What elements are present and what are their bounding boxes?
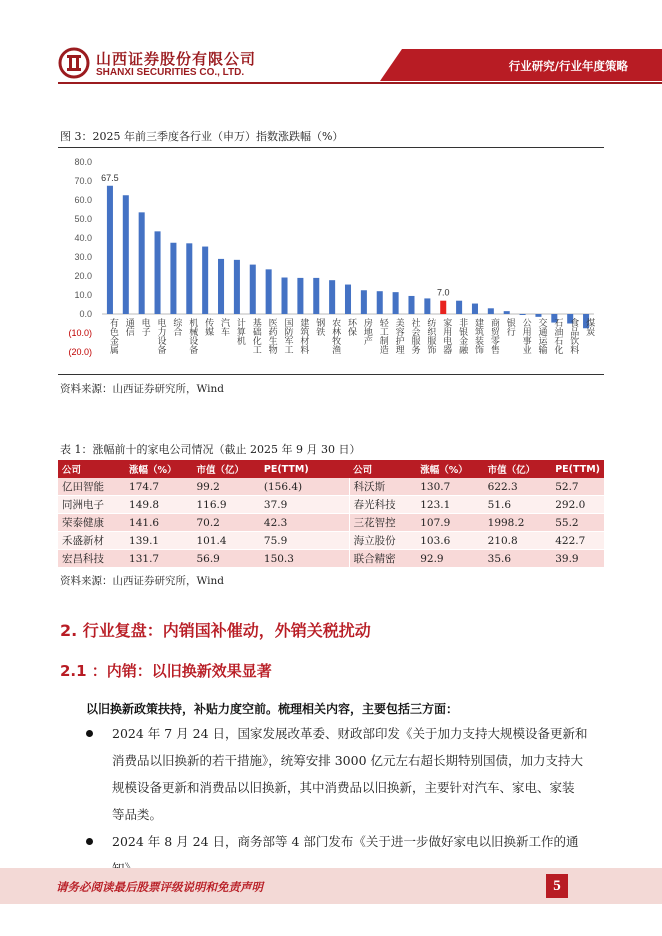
table-row xyxy=(58,478,604,496)
category-label: 非银金融 xyxy=(457,318,468,354)
table-cell: 70.2 xyxy=(192,514,259,532)
company-name-cell: 海立股份 xyxy=(349,532,416,550)
table-cell: 210.8 xyxy=(484,532,552,550)
table-header-row xyxy=(58,460,604,478)
y-tick-label: (20.0) xyxy=(68,347,92,357)
bar xyxy=(520,314,526,315)
company-name-cell: 春光科技 xyxy=(349,496,416,514)
bar xyxy=(377,291,383,314)
bullet-icon xyxy=(86,730,93,737)
bar xyxy=(361,290,367,314)
category-label: 有色金属 xyxy=(107,318,118,354)
bar xyxy=(155,231,161,314)
company-name-cell: 宏昌科技 xyxy=(58,550,125,568)
y-tick-label: 10.0 xyxy=(74,290,92,300)
header-divider xyxy=(58,82,662,84)
table-cell: 101.4 xyxy=(192,532,259,550)
bar xyxy=(535,314,541,317)
table-cell: 75.9 xyxy=(260,532,349,550)
bar xyxy=(488,308,494,314)
table-cell: 99.2 xyxy=(192,478,259,496)
bar xyxy=(313,278,319,314)
data-label: 7.0 xyxy=(436,287,450,298)
bar xyxy=(234,260,240,314)
company-name-cell: 荣泰健康 xyxy=(58,514,125,532)
category-label: 农林牧渔 xyxy=(330,318,341,354)
bar xyxy=(297,278,303,314)
category-label: 房地产 xyxy=(361,318,372,345)
category-label: 综合 xyxy=(171,318,182,336)
company-logo-icon xyxy=(58,47,90,79)
y-tick-label: 70.0 xyxy=(74,176,92,186)
y-tick-label: 60.0 xyxy=(74,195,92,205)
category-label: 交通运输 xyxy=(536,318,547,354)
category-label: 银行 xyxy=(504,318,515,336)
bar xyxy=(329,280,335,314)
category-label: 环保 xyxy=(346,318,356,336)
category-label: 食品饮料 xyxy=(568,318,579,354)
category-label: 公用事业 xyxy=(520,318,531,354)
category-label: 石油石化 xyxy=(552,318,563,354)
category-label: 美容护理 xyxy=(393,318,404,354)
col-header: 涨幅（%） xyxy=(416,460,483,478)
table-caption: 表 1：涨幅前十的家电公司情况（截止 2025 年 9 月 30 日） xyxy=(60,443,361,456)
category-label: 钢铁 xyxy=(314,318,325,336)
page-number: 5 xyxy=(546,874,568,898)
table-row xyxy=(58,532,604,550)
table-cell: 52.7 xyxy=(551,478,604,496)
bullet-line: 2024 年 7 月 24 日，国家发展改革委、财政部印发《关于加力支持大规模设备更新和 xyxy=(112,726,588,741)
table-cell: 1998.2 xyxy=(484,514,552,532)
bullet-line: 2024 年 8 月 24 日，商务部等 4 部门发布《关于进一步做好家电以旧换新工作的通 xyxy=(112,834,579,849)
company-name-cell: 三花智控 xyxy=(349,514,416,532)
bar xyxy=(218,259,224,314)
table-cell: 116.9 xyxy=(192,496,259,514)
bullet-line: 消费品以旧换新的若干措施》，统筹安排 3000 亿元左右超长期特别国债，加力支持大 xyxy=(112,753,584,768)
category-label: 机械设备 xyxy=(187,318,198,354)
bar xyxy=(472,304,478,314)
category-label: 汽车 xyxy=(219,318,230,336)
bar xyxy=(170,243,176,314)
table-row xyxy=(58,514,604,532)
col-header: 市值（亿） xyxy=(484,460,552,478)
table-cell: (156.4) xyxy=(260,478,349,496)
figure-source: 资料来源：山西证券研究所，Wind xyxy=(60,383,224,395)
bar xyxy=(456,301,462,314)
list-item xyxy=(86,720,606,828)
bar xyxy=(266,269,272,314)
table-cell: 139.1 xyxy=(125,532,192,550)
col-header: PE(TTM) xyxy=(260,460,349,478)
table-cell: 131.7 xyxy=(125,550,192,568)
table-cell: 92.9 xyxy=(416,550,483,568)
table-cell: 149.8 xyxy=(125,496,192,514)
table-cell: 103.6 xyxy=(416,532,483,550)
company-name-cell: 联合精密 xyxy=(349,550,416,568)
table-source: 资料来源：山西证券研究所，Wind xyxy=(60,575,224,587)
figure-caption: 图 3：2025 年前三季度各行业（申万）指数涨跌幅（%） xyxy=(60,130,344,143)
category-label: 轻工制造 xyxy=(377,318,388,354)
table-cell: 107.9 xyxy=(416,514,483,532)
table-cell: 174.7 xyxy=(125,478,192,496)
bar xyxy=(202,247,208,314)
col-header: 涨幅（%） xyxy=(125,460,192,478)
table-cell: 622.3 xyxy=(484,478,552,496)
bar xyxy=(440,301,446,314)
table-cell: 123.1 xyxy=(416,496,483,514)
y-tick-label: 20.0 xyxy=(74,271,92,281)
y-tick-label: 40.0 xyxy=(74,233,92,243)
page-header xyxy=(0,0,662,100)
subsection-heading: 2.1 ：内销：以旧换新效果显著 xyxy=(60,662,272,680)
company-name-cell: 科沃斯 xyxy=(349,478,416,496)
bullet-line: 等品类。 xyxy=(112,807,163,822)
category-label: 计算机 xyxy=(234,318,245,345)
y-tick-label: 0.0 xyxy=(79,309,92,319)
table-cell: 56.9 xyxy=(192,550,259,568)
bar xyxy=(504,311,510,314)
table-row xyxy=(58,496,604,514)
category-label: 传媒 xyxy=(203,318,214,336)
bar xyxy=(123,195,129,314)
table-row xyxy=(58,550,604,568)
table-cell: 130.7 xyxy=(416,478,483,496)
data-label: 67.5 xyxy=(101,172,119,183)
table-cell: 37.9 xyxy=(260,496,349,514)
y-tick-label: 30.0 xyxy=(74,252,92,262)
bar xyxy=(186,243,192,314)
company-name-cell: 亿田智能 xyxy=(58,478,125,496)
category-label: 煤炭 xyxy=(584,318,595,336)
category-label: 基础化工 xyxy=(250,318,261,354)
bar xyxy=(424,298,430,314)
company-name-en: SHANXI SECURITIES CO., LTD. xyxy=(96,67,245,78)
company-name-cell: 禾盛新材 xyxy=(58,532,125,550)
category-label: 通信 xyxy=(123,318,134,336)
y-tick-label: 80.0 xyxy=(74,157,92,167)
bullet-icon xyxy=(86,838,93,845)
category-label: 国防军工 xyxy=(282,318,293,354)
y-tick-label: 50.0 xyxy=(74,214,92,224)
bar xyxy=(139,212,145,314)
bar xyxy=(282,278,288,314)
industry-index-change-bar-chart xyxy=(58,150,604,372)
table-cell: 55.2 xyxy=(551,514,604,532)
category-label: 纺织服饰 xyxy=(425,318,436,354)
figure-bottom-rule xyxy=(58,374,604,375)
col-header: 市值（亿） xyxy=(192,460,259,478)
category-label: 建筑材料 xyxy=(298,318,309,354)
y-tick-label: (10.0) xyxy=(68,328,92,338)
bar xyxy=(345,285,351,314)
lead-paragraph: 以旧换新政策扶持，补贴力度空前。梳理相关内容，主要包括三方面： xyxy=(86,702,459,716)
section-heading: 2. 行业复盘：内销国补催动，外销关税扰动 xyxy=(60,621,371,640)
bar xyxy=(393,292,399,314)
col-header: PE(TTM) xyxy=(551,460,604,478)
category-label: 电力设备 xyxy=(155,318,166,354)
table-cell: 42.3 xyxy=(260,514,349,532)
table-cell: 39.9 xyxy=(551,550,604,568)
company-name-cn: 山西证券股份有限公司 xyxy=(96,50,257,68)
category-label: 社会服务 xyxy=(409,318,420,354)
bar xyxy=(250,265,256,314)
category-label: 建筑装饰 xyxy=(472,318,483,354)
table-cell: 292.0 xyxy=(551,496,604,514)
company-name-cell: 同洲电子 xyxy=(58,496,125,514)
bar xyxy=(408,296,414,314)
category-label: 医药生物 xyxy=(266,318,277,354)
bullet-line: 规模设备更新和消费品以旧换新，其中消费品以旧换新，主要针对汽车、家电、家装 xyxy=(112,780,575,795)
footer-disclaimer: 请务必阅读最后股票评级说明和免责声明 xyxy=(56,880,263,894)
category-label: 电子 xyxy=(139,318,150,336)
category-label: 商贸零售 xyxy=(488,318,499,354)
figure-top-rule xyxy=(58,147,604,148)
category-label: 家用电器 xyxy=(441,318,452,354)
table-cell: 422.7 xyxy=(551,532,604,550)
bar xyxy=(107,186,113,314)
col-header: 公司 xyxy=(58,460,125,478)
table-cell: 35.6 xyxy=(484,550,552,568)
table-cell: 141.6 xyxy=(125,514,192,532)
report-section-label: 行业研究/行业年度策略 xyxy=(508,59,628,73)
table-cell: 51.6 xyxy=(484,496,552,514)
top-ten-companies-table xyxy=(58,460,604,568)
table-cell: 150.3 xyxy=(260,550,349,568)
col-header: 公司 xyxy=(349,460,416,478)
